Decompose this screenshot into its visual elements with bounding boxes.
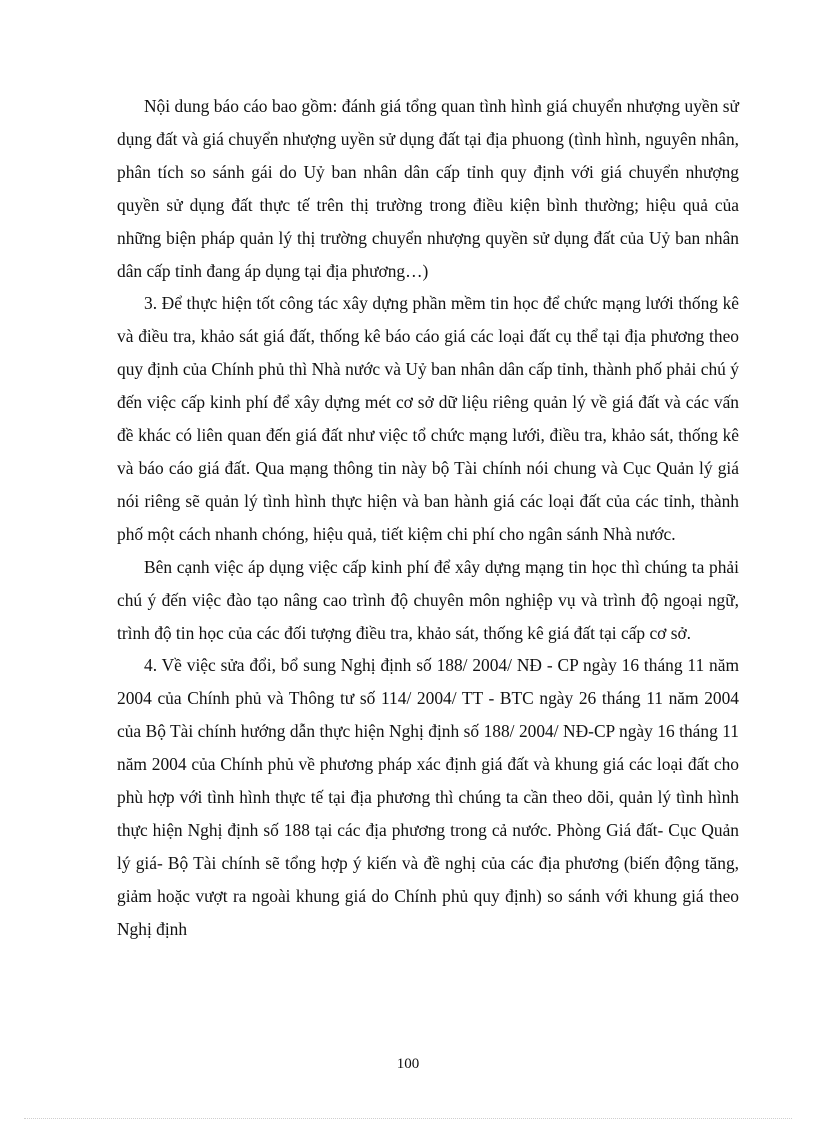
paragraph-training: Bên cạnh việc áp dụng việc cấp kinh phí để xây dựng mạng tin học thì chúng ta phải chú ý đến việc đào tạo nâng cao trình độ chuyên môn nghiệp vụ và trình độ ngoại ngữ, trình độ tin học của các đối tượng điều tra, khảo sát, thống kê giá đất tại cấp cơ sở. xyxy=(117,556,739,643)
body-text xyxy=(117,90,739,946)
paragraph-item-3: 3. Để thực hiện tốt công tác xây dựng phần mềm tin học để chức mạng lưới thống kê và điều tra, khảo sát giá đất, thống kê báo cáo giá các loại đất cụ thể tại địa phương theo quy định của Chính phủ thì Nhà nước và Uỷ ban nhân dân cấp tỉnh, thành phố phải chú ý đến việc cấp kinh phí để xây dựng mét cơ sở dữ liệu riêng quản lý về giá đất và các vấn đề khác có liên quan đến giá đất như việc tổ chức mạng lưới, điều tra, khảo sát, thống kê và báo cáo giá đất. Qua mạng thông tin này bộ Tài chính nói chung và Cục Quản lý giá nói riêng sẽ quản lý tình hình thực hiện và ban hành giá các loại đất của các tỉnh, thành phố một cách nhanh chóng, hiệu quả, tiết kiệm chi phí cho ngân sánh Nhà nước. xyxy=(117,293,739,544)
page-bottom-divider xyxy=(24,1118,792,1119)
page-number: 100 xyxy=(396,1056,420,1072)
paragraph-item-4: 4. Về việc sửa đổi, bổ sung Nghị định số 188/ 2004/ NĐ - CP ngày 16 tháng 11 năm 2004 của Chính phủ và Thông tư số 114/ 2004/ TT - BTC ngày 26 tháng 11 năm 2004 của Bộ Tài chính hướng dẫn thực hiện Nghị định số 188/ 2004/ NĐ-CP ngày 16 tháng 11 năm 2004 của Chính phủ về phương pháp xác định giá đất và khung giá các loại đất cho phù hợp với tình hình thực tế tại địa phương thì chúng ta cần theo dõi, quản lý tình hình thực hiện Nghị định số 188 tại các địa phương trong cả nước. Phòng Giá đất- Cục Quản lý giá- Bộ Tài chính sẽ tổng hợp ý kiến và đề nghị của các địa phương (biến động tăng, giảm hoặc vượt ra ngoài khung giá do Chính phủ quy định) so sánh với khung giá theo Nghị định xyxy=(117,655,739,939)
paragraph-report-content: Nội dung báo cáo bao gồm: đánh giá tổng quan tình hình giá chuyển nhượng uyền sử dụng đất và giá chuyển nhượng uyền sử dụng đất tại địa phuong (tình hình, nguyên nhân, phân tích so sánh gái do Uỷ ban nhân dân cấp tỉnh quy định với giá chuyển nhượng quyền sử dụng đất thực tế trên thị trường trong điều kiện bình thường; hiệu quả của những biện pháp quản lý thị trường chuyển nhượng quyền sử dụng đất của Uỷ ban nhân dân cấp tỉnh đang áp dụng tại địa phương…) xyxy=(117,96,739,281)
